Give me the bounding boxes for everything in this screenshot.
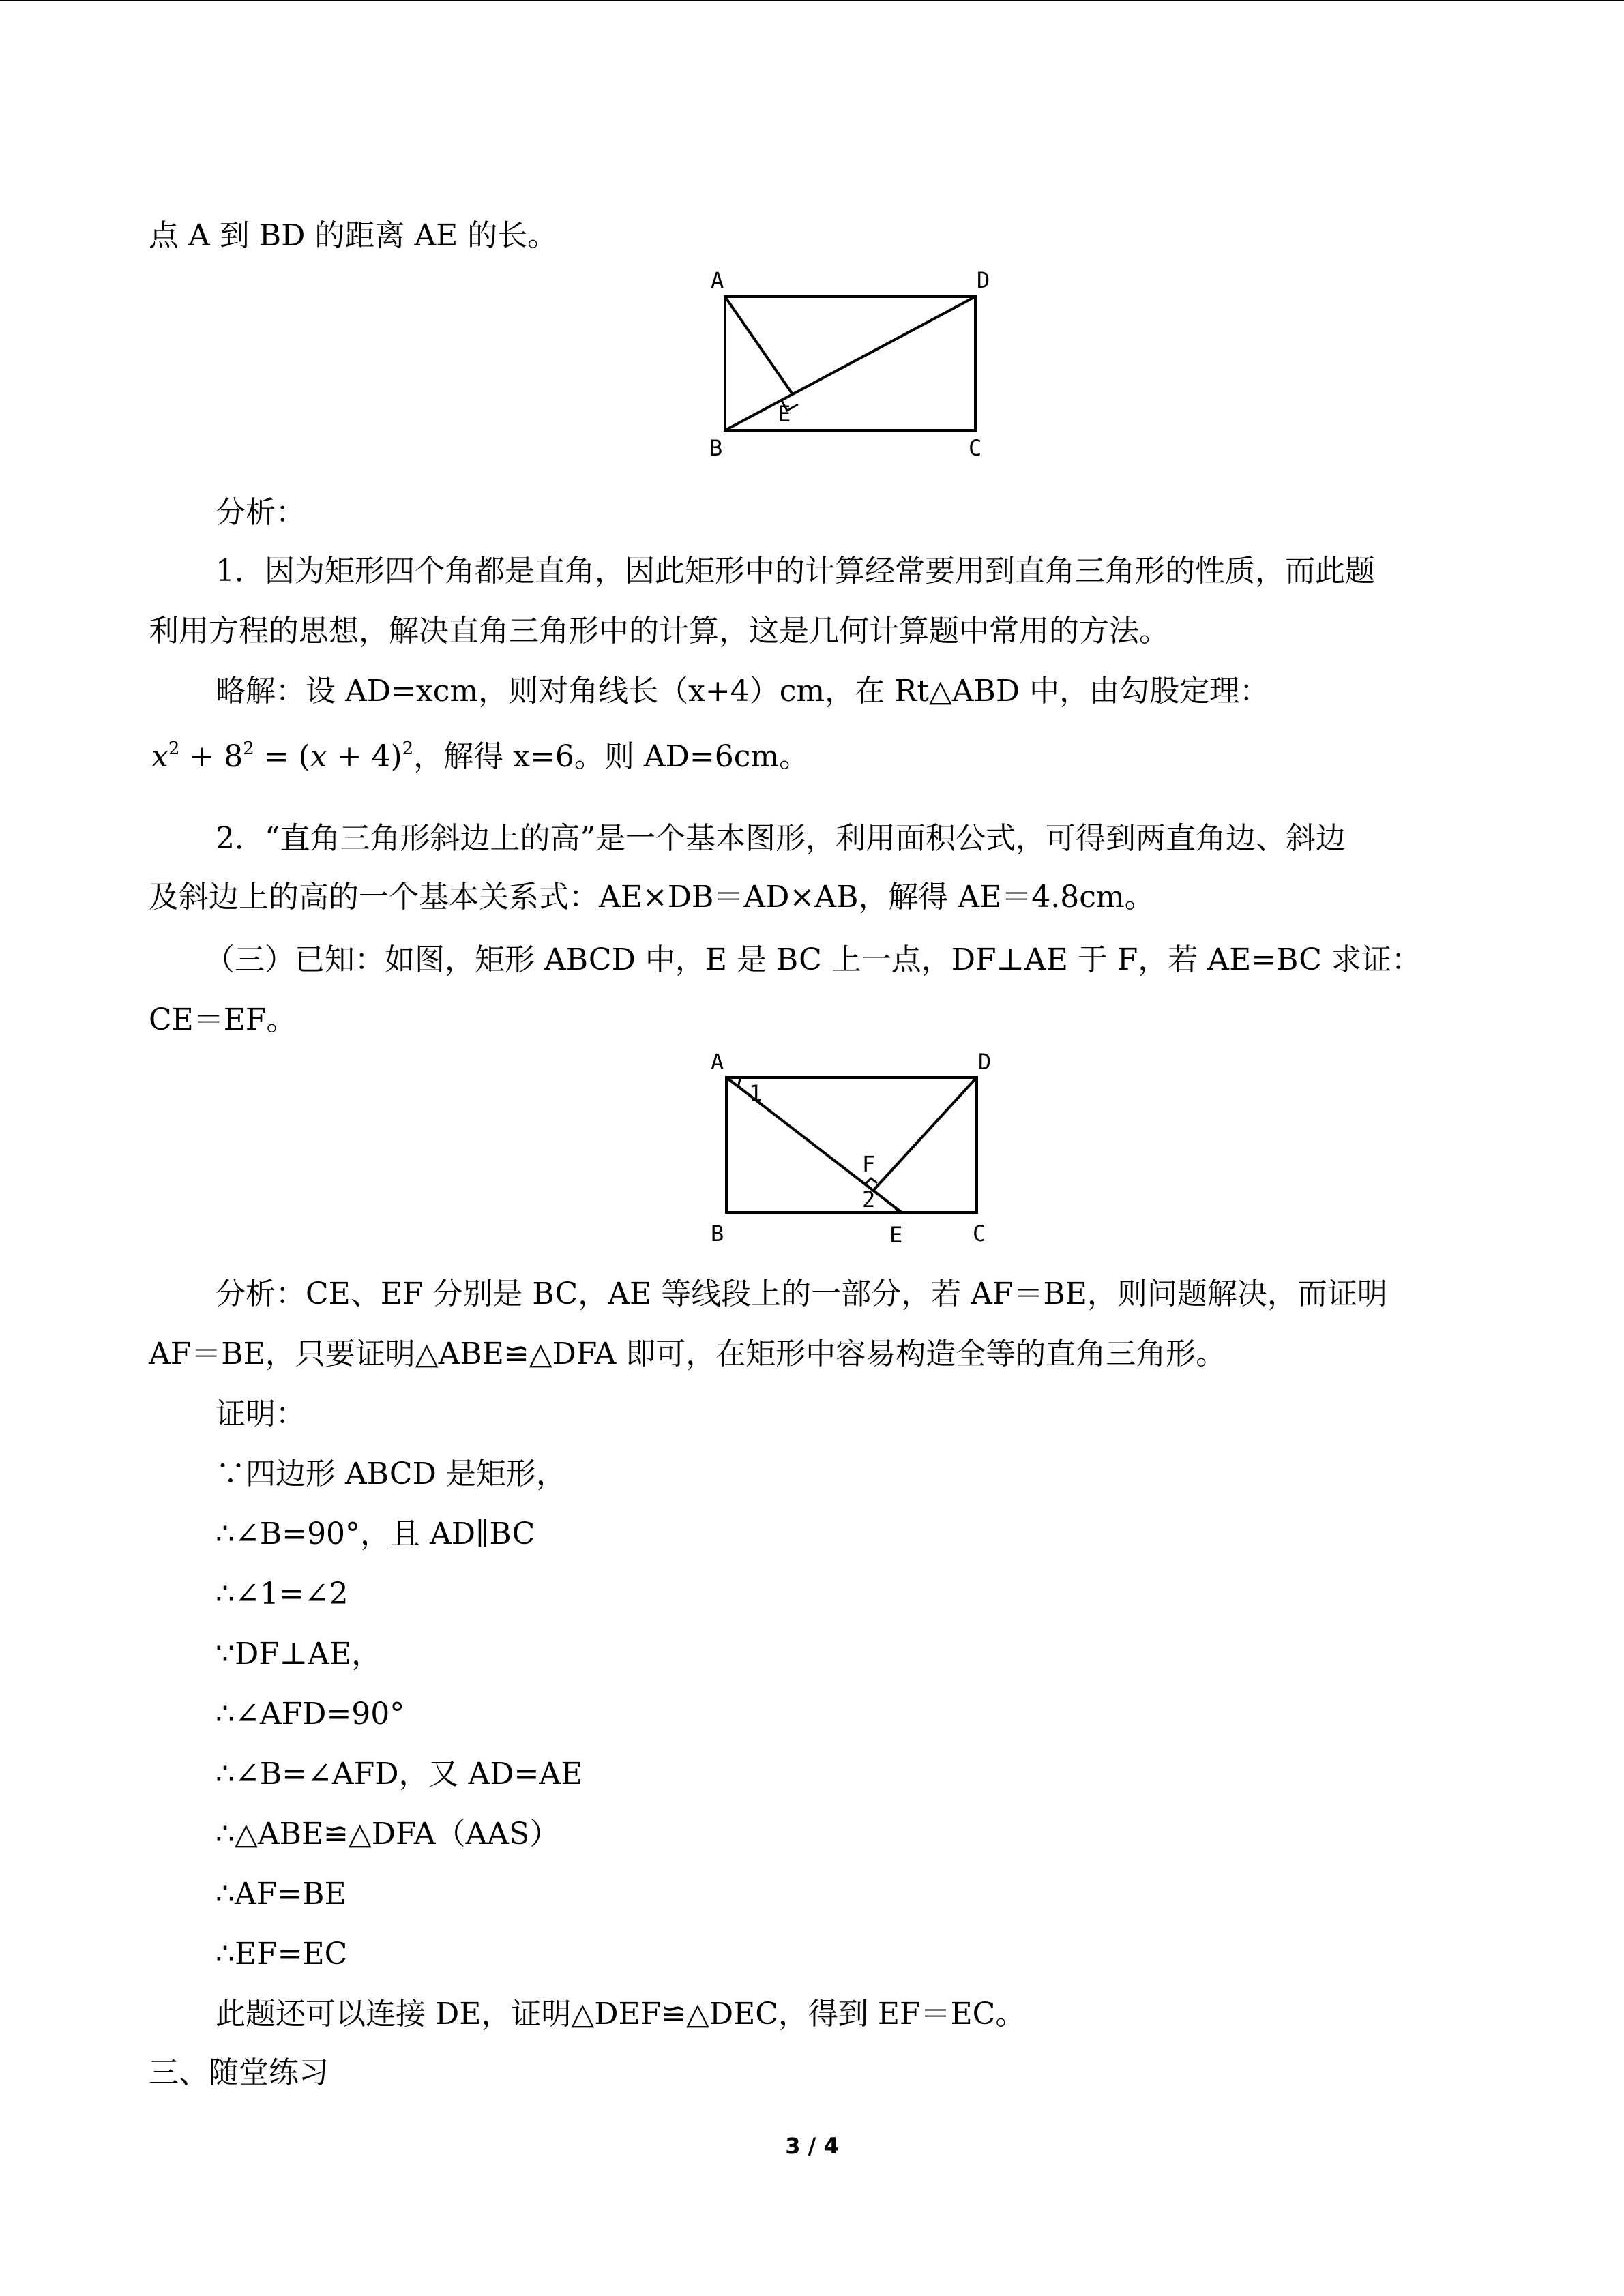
label-f: F bbox=[862, 1151, 876, 1177]
proof-step: ∴∠AFD=90° bbox=[216, 1697, 405, 1731]
section-heading: 三、随堂练习 bbox=[149, 2055, 329, 2090]
brief-solution: 略解：设 AD=xcm，则对角线长（x+4）cm，在 Rt△ABD 中，由勾股定理： bbox=[216, 674, 1270, 709]
proof-step: ∴AF=BE bbox=[216, 1877, 346, 1911]
diagonal-bd bbox=[725, 297, 975, 430]
rectangle-abcd bbox=[726, 1077, 977, 1212]
angle-1-arc bbox=[739, 1077, 741, 1087]
proof-step: ∴EF=EC bbox=[216, 1937, 348, 1971]
label-a: A bbox=[711, 1049, 724, 1075]
equation-line: $x^2 + 8^2 = (x + 4)^2$，解得 x=6。则 AD=6cm。 bbox=[151, 739, 810, 774]
proof-step: ∴∠B=∠AFD，又 AD=AE bbox=[216, 1757, 583, 1791]
proof-step: ∴∠B=90°，且 AD∥BC bbox=[216, 1517, 535, 1551]
label-b: B bbox=[709, 435, 723, 461]
label-e: E bbox=[889, 1222, 903, 1248]
equation: $x^2 + 8^2 = (x + 4)^2$ bbox=[151, 739, 414, 774]
proof-step: ∴△ABE≌△DFA（AAS） bbox=[216, 1817, 560, 1851]
label-d: D bbox=[977, 267, 990, 293]
right-angle-mark bbox=[865, 1178, 877, 1184]
proof-alternative: 此题还可以连接 DE，证明△DEF≌△DEC，得到 EF＝EC。 bbox=[216, 1997, 1026, 2031]
figure-rectangle-abcd-2 bbox=[696, 1043, 996, 1248]
proof-step: ∵DF⊥AE， bbox=[216, 1637, 382, 1671]
analysis2-line2: AF＝BE，只要证明△ABE≌△DFA 即可，在矩形中容易构造全等的直角三角形。 bbox=[149, 1337, 1226, 1371]
label-a: A bbox=[711, 267, 724, 293]
label-c: C bbox=[969, 435, 982, 461]
segment-ae bbox=[725, 297, 793, 394]
label-c: C bbox=[973, 1221, 986, 1247]
label-d: D bbox=[978, 1049, 992, 1075]
segment-df bbox=[873, 1077, 977, 1191]
label-e: E bbox=[778, 401, 791, 427]
label-angle-2: 2 bbox=[862, 1187, 876, 1212]
problem3-line2: CE＝EF。 bbox=[149, 1002, 297, 1037]
analysis-title: 分析： bbox=[216, 495, 306, 530]
analysis1-p1-line2: 利用方程的思想，解决直角三角形中的计算，这是几何计算题中常用的方法。 bbox=[149, 614, 1169, 648]
intro-line: 点 A 到 BD 的距离 AE 的长。 bbox=[149, 218, 558, 253]
figure-rectangle-abcd-1 bbox=[696, 266, 996, 464]
proof-step: ∵四边形 ABCD 是矩形， bbox=[216, 1457, 566, 1491]
analysis2-line1: 分析：CE、EF 分别是 BC，AE 等线段上的一部分，若 AF＝BE，则问题解决，而证明 bbox=[216, 1277, 1387, 1311]
proof-step: ∴∠1=∠2 bbox=[216, 1577, 349, 1611]
proof-title: 证明： bbox=[216, 1397, 306, 1431]
label-b: B bbox=[711, 1221, 724, 1247]
top-border bbox=[0, 0, 1624, 1]
analysis1-p1-line1: 1．因为矩形四个角都是直角，因此矩形中的计算经常要用到直角三角形的性质，而此题 bbox=[216, 554, 1375, 588]
analysis1-p2-line2: 及斜边上的高的一个基本关系式：AE×DB＝AD×AB，解得 AE＝4.8cm。 bbox=[149, 880, 1155, 914]
page-number: 3 / 4 bbox=[785, 2133, 839, 2159]
analysis1-p2-line1: 2．“直角三角形斜边上的高”是一个基本图形，利用面积公式，可得到两直角边、斜边 bbox=[216, 821, 1346, 856]
problem3-line1: （三）已知：如图，矩形 ABCD 中，E 是 BC 上一点，DF⊥AE 于 F，若 AE=BC 求证： bbox=[205, 942, 1421, 977]
label-angle-1: 1 bbox=[749, 1080, 763, 1106]
